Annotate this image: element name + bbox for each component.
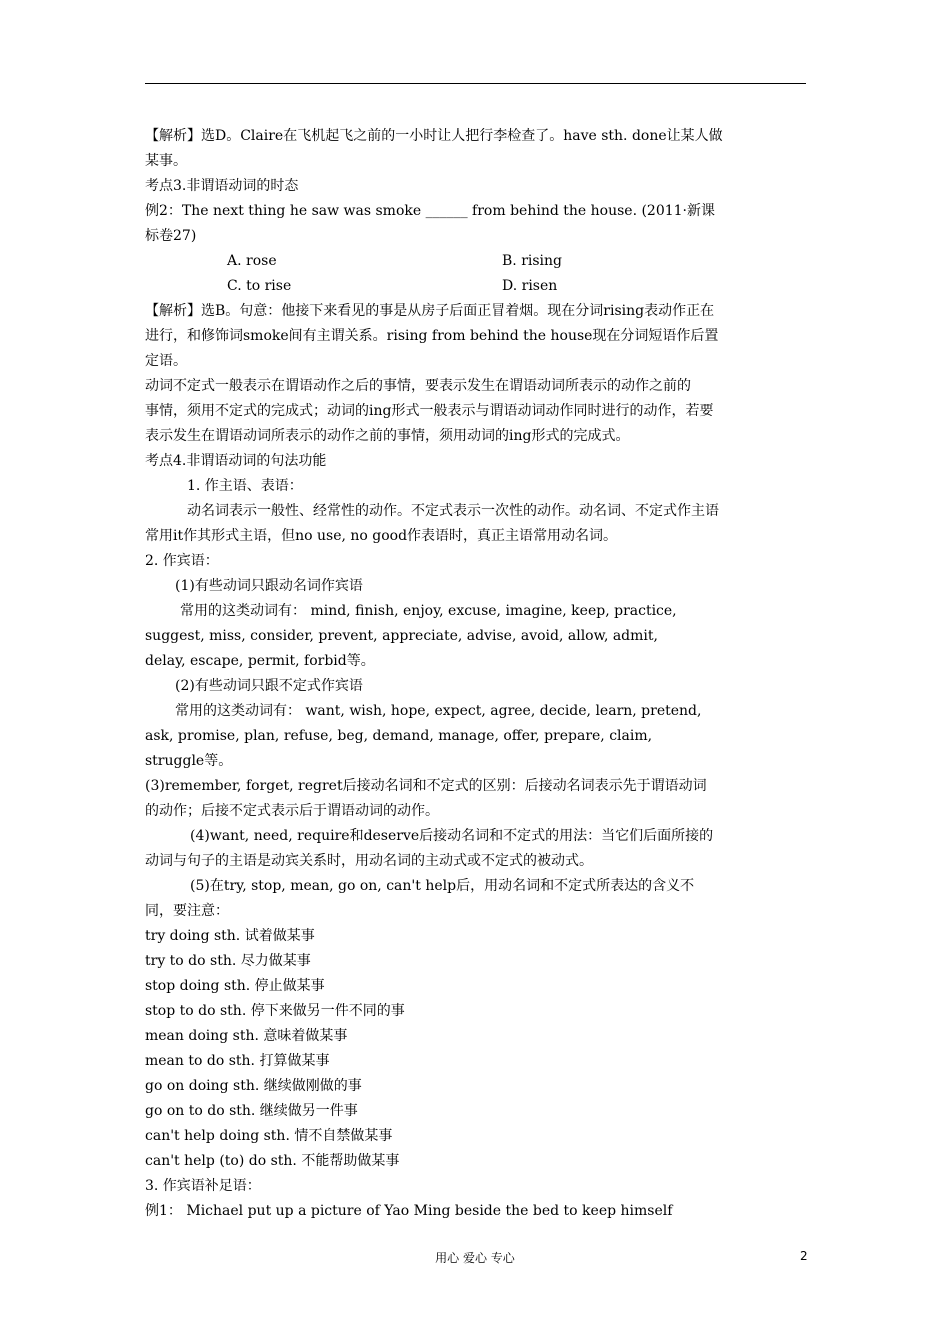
usage-item: go on to do sth. 继续做另一件事 [145, 1103, 358, 1119]
example-question: 例1： Michael put up a picture of Yao Ming beside the bed to keep himself [145, 1203, 673, 1219]
paragraph-line: 的动作；后接不定式表示后于谓语动词的动作。 [145, 803, 439, 819]
paragraph-line: 常用it作其形式主语，但no use, no good作表语时，真正主语常用动名词。 [145, 528, 618, 544]
paragraph-line: 同，要注意： [145, 903, 229, 919]
paragraph-line: (4)want, need, require和deserve后接动名词和不定式的用法：当它们后面所接的 [190, 828, 714, 844]
subheading: (2)有些动词只跟不定式作宾语 [175, 678, 363, 694]
usage-item: can't help (to) do sth. 不能帮助做某事 [145, 1153, 400, 1169]
options-row [145, 249, 806, 274]
paragraph-line: ask, promise, plan, refuse, beg, demand, manage, offer, prepare, claim, [145, 728, 653, 744]
paragraph-line: suggest, miss, consider, prevent, appreciate, advise, avoid, allow, admit, [145, 628, 658, 644]
paragraph-line: 常用的这类动词有： mind, finish, enjoy, excuse, imagine, keep, practice, [180, 603, 677, 619]
paragraph-line: (3)remember, forget, regret后接动名词和不定式的区别：后接动名词表示先于谓语动词 [145, 778, 707, 794]
subheading: (1)有些动词只跟动名词作宾语 [175, 578, 363, 594]
paragraph-line: 动词不定式一般表示在谓语动作之后的事情，要表示发生在谓语动词所表示的动作之前的 [145, 378, 691, 394]
analysis-line: 某事。 [145, 153, 187, 169]
example-source: 标卷27) [145, 228, 197, 244]
usage-item: stop doing sth. 停止做某事 [145, 978, 325, 994]
usage-item: stop to do sth. 停下来做另一件不同的事 [145, 1003, 405, 1019]
page-number: 2 [800, 1249, 808, 1263]
usage-item: mean doing sth. 意味着做某事 [145, 1028, 348, 1044]
usage-item: try to do sth. 尽力做某事 [145, 953, 311, 969]
subheading: 2. 作宾语： [145, 553, 219, 569]
paragraph-line: struggle等。 [145, 753, 233, 769]
paragraph-line: 常用的这类动词有： want, wish, hope, expect, agree, decide, learn, pretend, [175, 703, 702, 719]
option-c: C. to rise [227, 278, 292, 294]
usage-item: mean to do sth. 打算做某事 [145, 1053, 330, 1069]
paragraph-line: delay, escape, permit, forbid等。 [145, 653, 375, 669]
usage-item: can't help doing sth. 情不自禁做某事 [145, 1128, 393, 1144]
option-b: B. rising [502, 253, 562, 269]
option-a: A. rose [227, 253, 277, 269]
footer-motto: 用心 爱心 专心 [435, 1251, 515, 1265]
analysis-line: 【解析】选D。Claire在飞机起飞之前的一小时让人把行李检查了。have sth. done让某人做 [145, 128, 723, 144]
option-d: D. risen [502, 278, 558, 294]
subheading: 1. 作主语、表语： [187, 478, 303, 494]
document-body [145, 124, 806, 1224]
paragraph-line: 动名词表示一般性、经常性的动作。不定式表示一次性的动作。动名词、不定式作主语 [187, 503, 719, 519]
analysis-line: 定语。 [145, 353, 187, 369]
usage-item: go on doing sth. 继续做刚做的事 [145, 1078, 362, 1094]
analysis-line: 【解析】选B。句意：他接下来看见的事是从房子后面正冒着烟。现在分词rising表动作正在 [145, 303, 715, 319]
header-rule [145, 83, 806, 84]
usage-item: try doing sth. 试着做某事 [145, 928, 315, 944]
section-heading: 考点3.非谓语动词的时态 [145, 178, 299, 194]
analysis-line: 进行，和修饰词smoke间有主谓关系。rising from behind the house现在分词短语作后置 [145, 328, 719, 344]
paragraph-line: (5)在try, stop, mean, go on, can't help后，用动名词和不定式所表达的含义不 [190, 878, 695, 894]
paragraph-line: 动词与句子的主语是动宾关系时，用动名词的主动式或不定式的被动式。 [145, 853, 593, 869]
section-heading: 考点4.非谓语动词的句法功能 [145, 453, 327, 469]
example-question: 例2：The next thing he saw was smoke ______ from behind the house. (2011·新课 [145, 203, 716, 219]
paragraph-line: 表示发生在谓语动词所表示的动作之前的事情，须用动词的ing形式的完成式。 [145, 428, 630, 444]
paragraph-line: 事情，须用不定式的完成式；动词的ing形式一般表示与谓语动词动作同时进行的动作，若要 [145, 403, 714, 419]
options-row [145, 274, 806, 299]
subheading: 3. 作宾语补足语： [145, 1178, 261, 1194]
